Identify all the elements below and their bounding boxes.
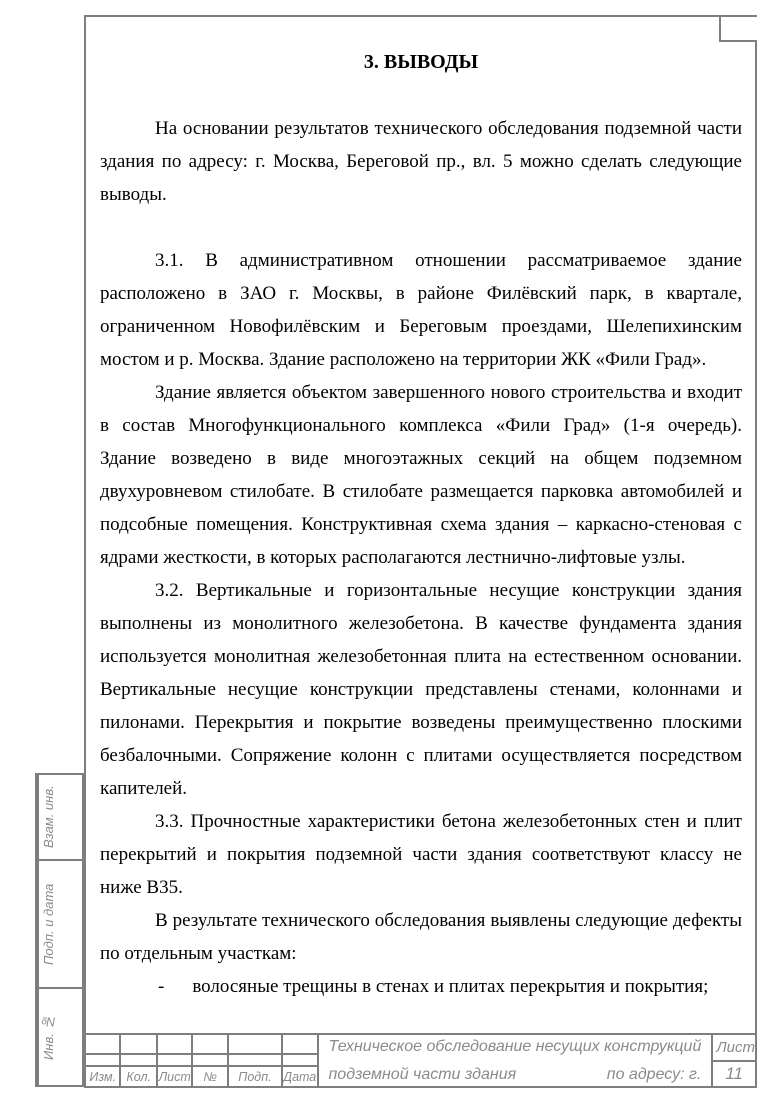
paragraph-3-2: 3.2. Вертикальные и горизонтальные несущие конструкции здания выполнены из монолитного железобетона. В качестве фундамента здания используется монолитная железобетонная плита на естественном основании. Вертикальные несущие конструкции представлены стенами, колоннами и пилонами. Перекрытия и покрытие возведены преимущественно плоскими безбалочными. Сопряжение колонн с плитами осуществляется посредством капителей.: [100, 580, 742, 799]
empty-cell: [283, 1035, 316, 1055]
column-label-no: №: [203, 1069, 217, 1084]
sheet-label: Лист: [713, 1035, 755, 1062]
empty-cell: [86, 1055, 119, 1067]
empty-cell: [158, 1035, 191, 1055]
sidebar-empty-cell: [58, 989, 82, 1085]
empty-cell: [283, 1055, 316, 1067]
document-title-line2-left: подземной части здания: [328, 1066, 517, 1083]
sidebar-section-inv-no: [35, 987, 84, 1087]
revision-column-no: [193, 1035, 228, 1086]
empty-cell: [86, 1035, 119, 1055]
column-label-data: Дата: [283, 1069, 317, 1084]
column-label-kol: Кол.: [126, 1069, 151, 1084]
sheet-cell: [713, 1035, 755, 1086]
sidebar-empty-cell: [58, 775, 82, 859]
revision-column-list: [158, 1035, 193, 1086]
empty-cell: [121, 1055, 155, 1067]
paragraph-building: Здание является объектом завершенного нового строительства и входит в состав Многофункционального комплекса «Фили Град» (1-я очередь). Здание возведено в виде многоэтажных секций на общем подземном двухуровневом стилобате. В стилобате размещается парковка автомобилей и подсобные помещения. Конструктивная схема здания – каркасно-стеновая с ядрами жесткости, в которых располагаются лестнично-лифтовые узлы.: [100, 382, 742, 568]
sidebar-section-podp-data: [35, 859, 84, 989]
empty-cell: [229, 1055, 281, 1067]
paragraph-3-3: 3.3. Прочностные характеристики бетона железобетонных стен и плит перекрытий и покрытия подземной части здания соответствуют классу не ниже В35.: [100, 811, 742, 898]
paragraph-3-1: 3.1. В административном отношении рассматриваемое здание расположено в ЗАО г. Москвы, в районе Филёвский парк, в квартале, ограниченном Новофилёвским и Береговым проездами, Шелепихинским мостом и р. Москва. Здание расположено на территории ЖК «Фили Град».: [100, 250, 742, 370]
title-block: [84, 1033, 757, 1088]
revision-column-izm: [86, 1035, 121, 1086]
document-title-line2: [329, 1066, 702, 1084]
column-label-list: Лист: [158, 1069, 191, 1084]
sidebar-label-podp-data: Подп. и дата: [37, 861, 58, 987]
list-item-text: волосяные трещины в стенах и плитах перекрытия и покрытия;: [192, 976, 709, 997]
document-title-cell: [319, 1035, 714, 1086]
list-item: [100, 970, 742, 1003]
sidebar-empty-cell: [58, 861, 82, 987]
empty-cell: [193, 1055, 226, 1067]
sidebar-label-vzam-inv: Взам. инв.: [37, 775, 58, 859]
column-label-izm: Изм.: [89, 1069, 117, 1084]
paragraph-intro: На основании результатов технического обследования подземной части здания по адресу: г. Москва, Береговой пр., вл. 5 можно сделать следующие выводы.: [100, 118, 742, 205]
sidebar-label-inv-no: Инв. №: [37, 989, 58, 1085]
empty-cell: [193, 1035, 226, 1055]
sheet-number: 11: [725, 1064, 743, 1083]
document-title-line2-right: по адресу: г.: [606, 1066, 702, 1083]
empty-cell: [229, 1035, 281, 1055]
revision-column-data: [283, 1035, 318, 1086]
section-title: 3. ВЫВОДЫ: [363, 51, 479, 73]
empty-cell: [121, 1035, 155, 1055]
empty-cell: [158, 1055, 191, 1067]
document-content: [100, 46, 742, 1003]
sidebar-section-vzam-inv: [35, 773, 84, 861]
corner-box: [719, 15, 757, 42]
column-label-podp: Подп.: [238, 1069, 272, 1084]
revision-column-kol: [121, 1035, 157, 1086]
revision-column-podp: [229, 1035, 283, 1086]
document-title-line1: Техническое обследование несущих конструкций: [328, 1038, 702, 1055]
bullet-dash: -: [158, 976, 165, 997]
paragraph-defects-intro: В результате технического обследования выявлены следующие дефекты по отдельным участкам:: [100, 910, 742, 964]
